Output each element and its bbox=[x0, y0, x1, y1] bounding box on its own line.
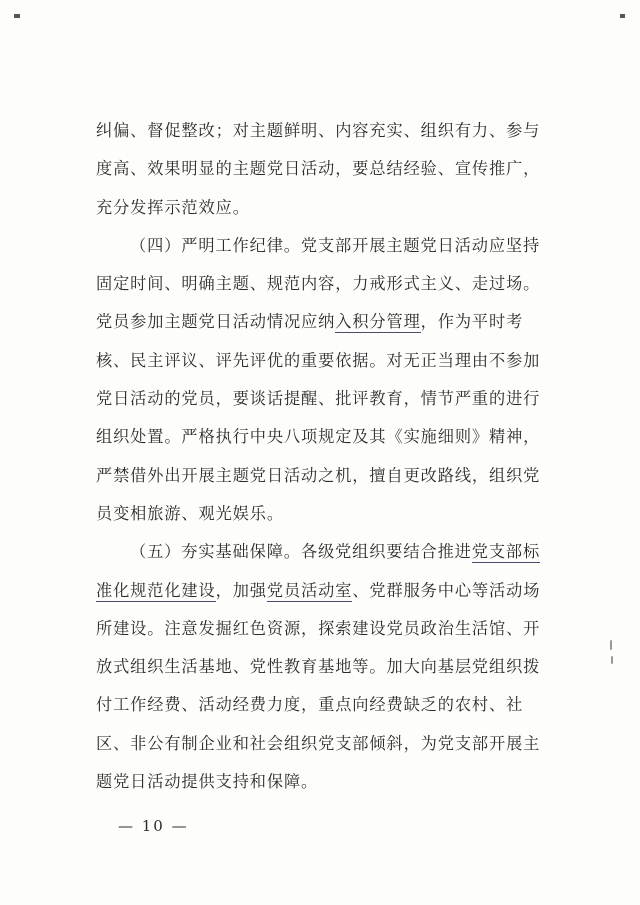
text-line: 员变相旅游、观光娱乐。 bbox=[96, 503, 284, 523]
text-segment: （五）夯实基础保障。各级党组织要结合推进 bbox=[130, 542, 472, 562]
text-segment: 、党群服务中心等活动场 bbox=[352, 580, 541, 600]
scan-artifact bbox=[610, 640, 612, 650]
text-line: 党日活动的党员，要谈话提醒、批评教育，情节严重的进行 bbox=[96, 389, 541, 409]
underlined-phrase: 入积分管理 bbox=[335, 312, 421, 332]
text-segment: ，作为平时考 bbox=[420, 312, 524, 332]
text-line: 充分发挥示范效应。 bbox=[96, 197, 250, 217]
underlined-phrase: 准化规范化建设 bbox=[96, 580, 216, 600]
underlined-phrase: 党员活动室 bbox=[266, 580, 353, 600]
text-line: 核、民主评议、评先评优的重要依据。对无正当理由不参加 bbox=[96, 350, 541, 370]
scan-corner-mark bbox=[620, 14, 625, 18]
text-line: 所建设。注意发掘红色资源，探索建设党员政治生活馆、开 bbox=[96, 618, 541, 638]
text-line: 度高、效果明显的主题党日活动，要总结经验、宣传推广， bbox=[96, 159, 541, 179]
text-line: 严禁借外出开展主题党日活动之机，擅自更改路线，组织党 bbox=[96, 465, 541, 485]
text-line: 放式组织生活基地、党性教育基地等。加大向基层党组织拨 bbox=[96, 657, 541, 677]
text-line: 付工作经费、活动经费力度，重点向经费缺乏的农村、社 bbox=[96, 695, 524, 715]
text-line: 区、非公有制企业和社会组织党支部倾斜，为党支部开展主 bbox=[96, 733, 541, 753]
body-text bbox=[96, 112, 556, 801]
text-line bbox=[96, 303, 556, 341]
text-line bbox=[96, 572, 556, 610]
scan-corner-mark bbox=[14, 14, 20, 18]
page-number: — 10 — bbox=[118, 817, 189, 835]
text-line: 固定时间、明确主题、规范内容，力戒形式主义、走过场。 bbox=[96, 274, 541, 294]
text-line: 纠偏、督促整改；对主题鲜明、内容充实、组织有力、参与 bbox=[96, 121, 541, 140]
text-segment: ，加强 bbox=[215, 580, 267, 600]
section-heading-line: （四）严明工作纪律。党支部开展主题党日活动应坚持 bbox=[130, 235, 541, 255]
text-line: 题党日活动提供支持和保障。 bbox=[96, 772, 319, 792]
text-segment: 党员参加主题党日活动情况应纳 bbox=[96, 312, 336, 332]
section-heading-line bbox=[96, 533, 556, 571]
scan-artifact bbox=[611, 656, 613, 664]
underlined-phrase: 党支部标 bbox=[471, 542, 541, 562]
text-line: 组织处置。严格执行中央八项规定及其《实施细则》精神， bbox=[96, 427, 541, 447]
